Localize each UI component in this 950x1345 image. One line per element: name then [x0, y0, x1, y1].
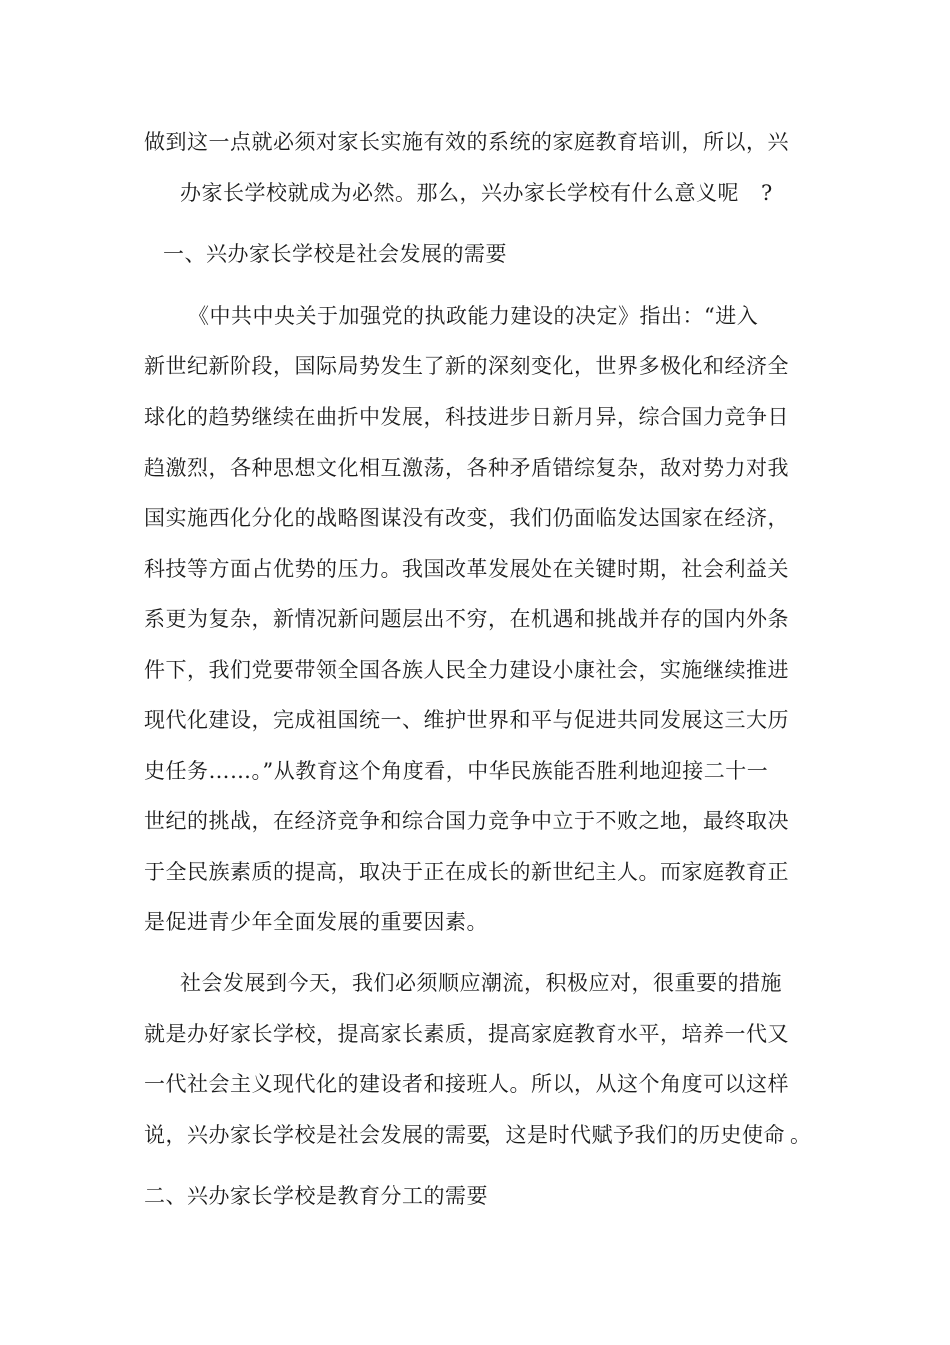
text-line: 办家长学校就成为必然。那么，兴办家长学校有什么意义呢 [180, 181, 739, 205]
text-line: 件下，我们党要带领全国各族人民全力建设小康社会，实施继续推进 [144, 658, 789, 682]
text-line: 做到这一点就必须对家长实施有效的系统的家庭教育培训，所以，兴 [144, 130, 789, 154]
text-line: 是促进青少年全面发展的重要因素。 [144, 910, 488, 934]
section-heading: 二、兴办家长学校是教育分工的需要 [144, 1184, 488, 1208]
text-line: 一代社会主义现代化的建设者和接班人。所以，从这个角度可以这样 [144, 1072, 789, 1096]
text-line: 世纪的挑战，在经济竞争和综合国力竞争中立于不败之地，最终取决 [144, 809, 789, 833]
section-heading: 一、兴办家长学校是社会发展的需要 [163, 242, 507, 266]
text-line: 于全民族素质的提高，取决于正在成长的新世纪主人。而家庭教育正 [144, 860, 789, 884]
text-line: 现代化建设，完成祖国统一、维护世界和平与促进共同发展这三大历 [144, 708, 789, 732]
text-line: ? [761, 181, 773, 205]
text-line: 史任务……。”从教育这个角度看，中华民族能否胜利地迎接二十一 [144, 759, 769, 783]
text-line: 。 [790, 1123, 812, 1147]
text-line: 社会发展到今天，我们必须顺应潮流，积极应对，很重要的措施 [180, 971, 782, 995]
text-line: 就是办好家长学校，提高家长素质，提高家庭教育水平，培养一代又 [144, 1022, 789, 1046]
text-line: 新世纪新阶段，国际局势发生了新的深刻变化，世界多极化和经济全 [144, 354, 789, 378]
text-line: 球化的趋势继续在曲折中发展，科技进步日新月异，综合国力竞争日 [144, 405, 789, 429]
text-line: 《中共中央关于加强党的执政能力建设的决定》指出：“进入 [188, 304, 759, 328]
text-line: 趋激烈，各种思想文化相互激荡，各种矛盾错综复杂，敌对势力对我 [144, 456, 789, 480]
text-line: 系更为复杂，新情况新问题层出不穷，在机遇和挑战并存的国内外条 [144, 607, 789, 631]
text-line: 国实施西化分化的战略图谋没有改变，我们仍面临发达国家在经济， [144, 506, 789, 530]
text-line: ，这是时代赋予我们的历史使命 [484, 1123, 785, 1147]
text-line: 说，兴办家长学校是社会发展的需要 [144, 1123, 488, 1147]
text-line: 科技等方面占优势的压力。我国改革发展处在关键时期，社会利益关 [144, 557, 789, 581]
